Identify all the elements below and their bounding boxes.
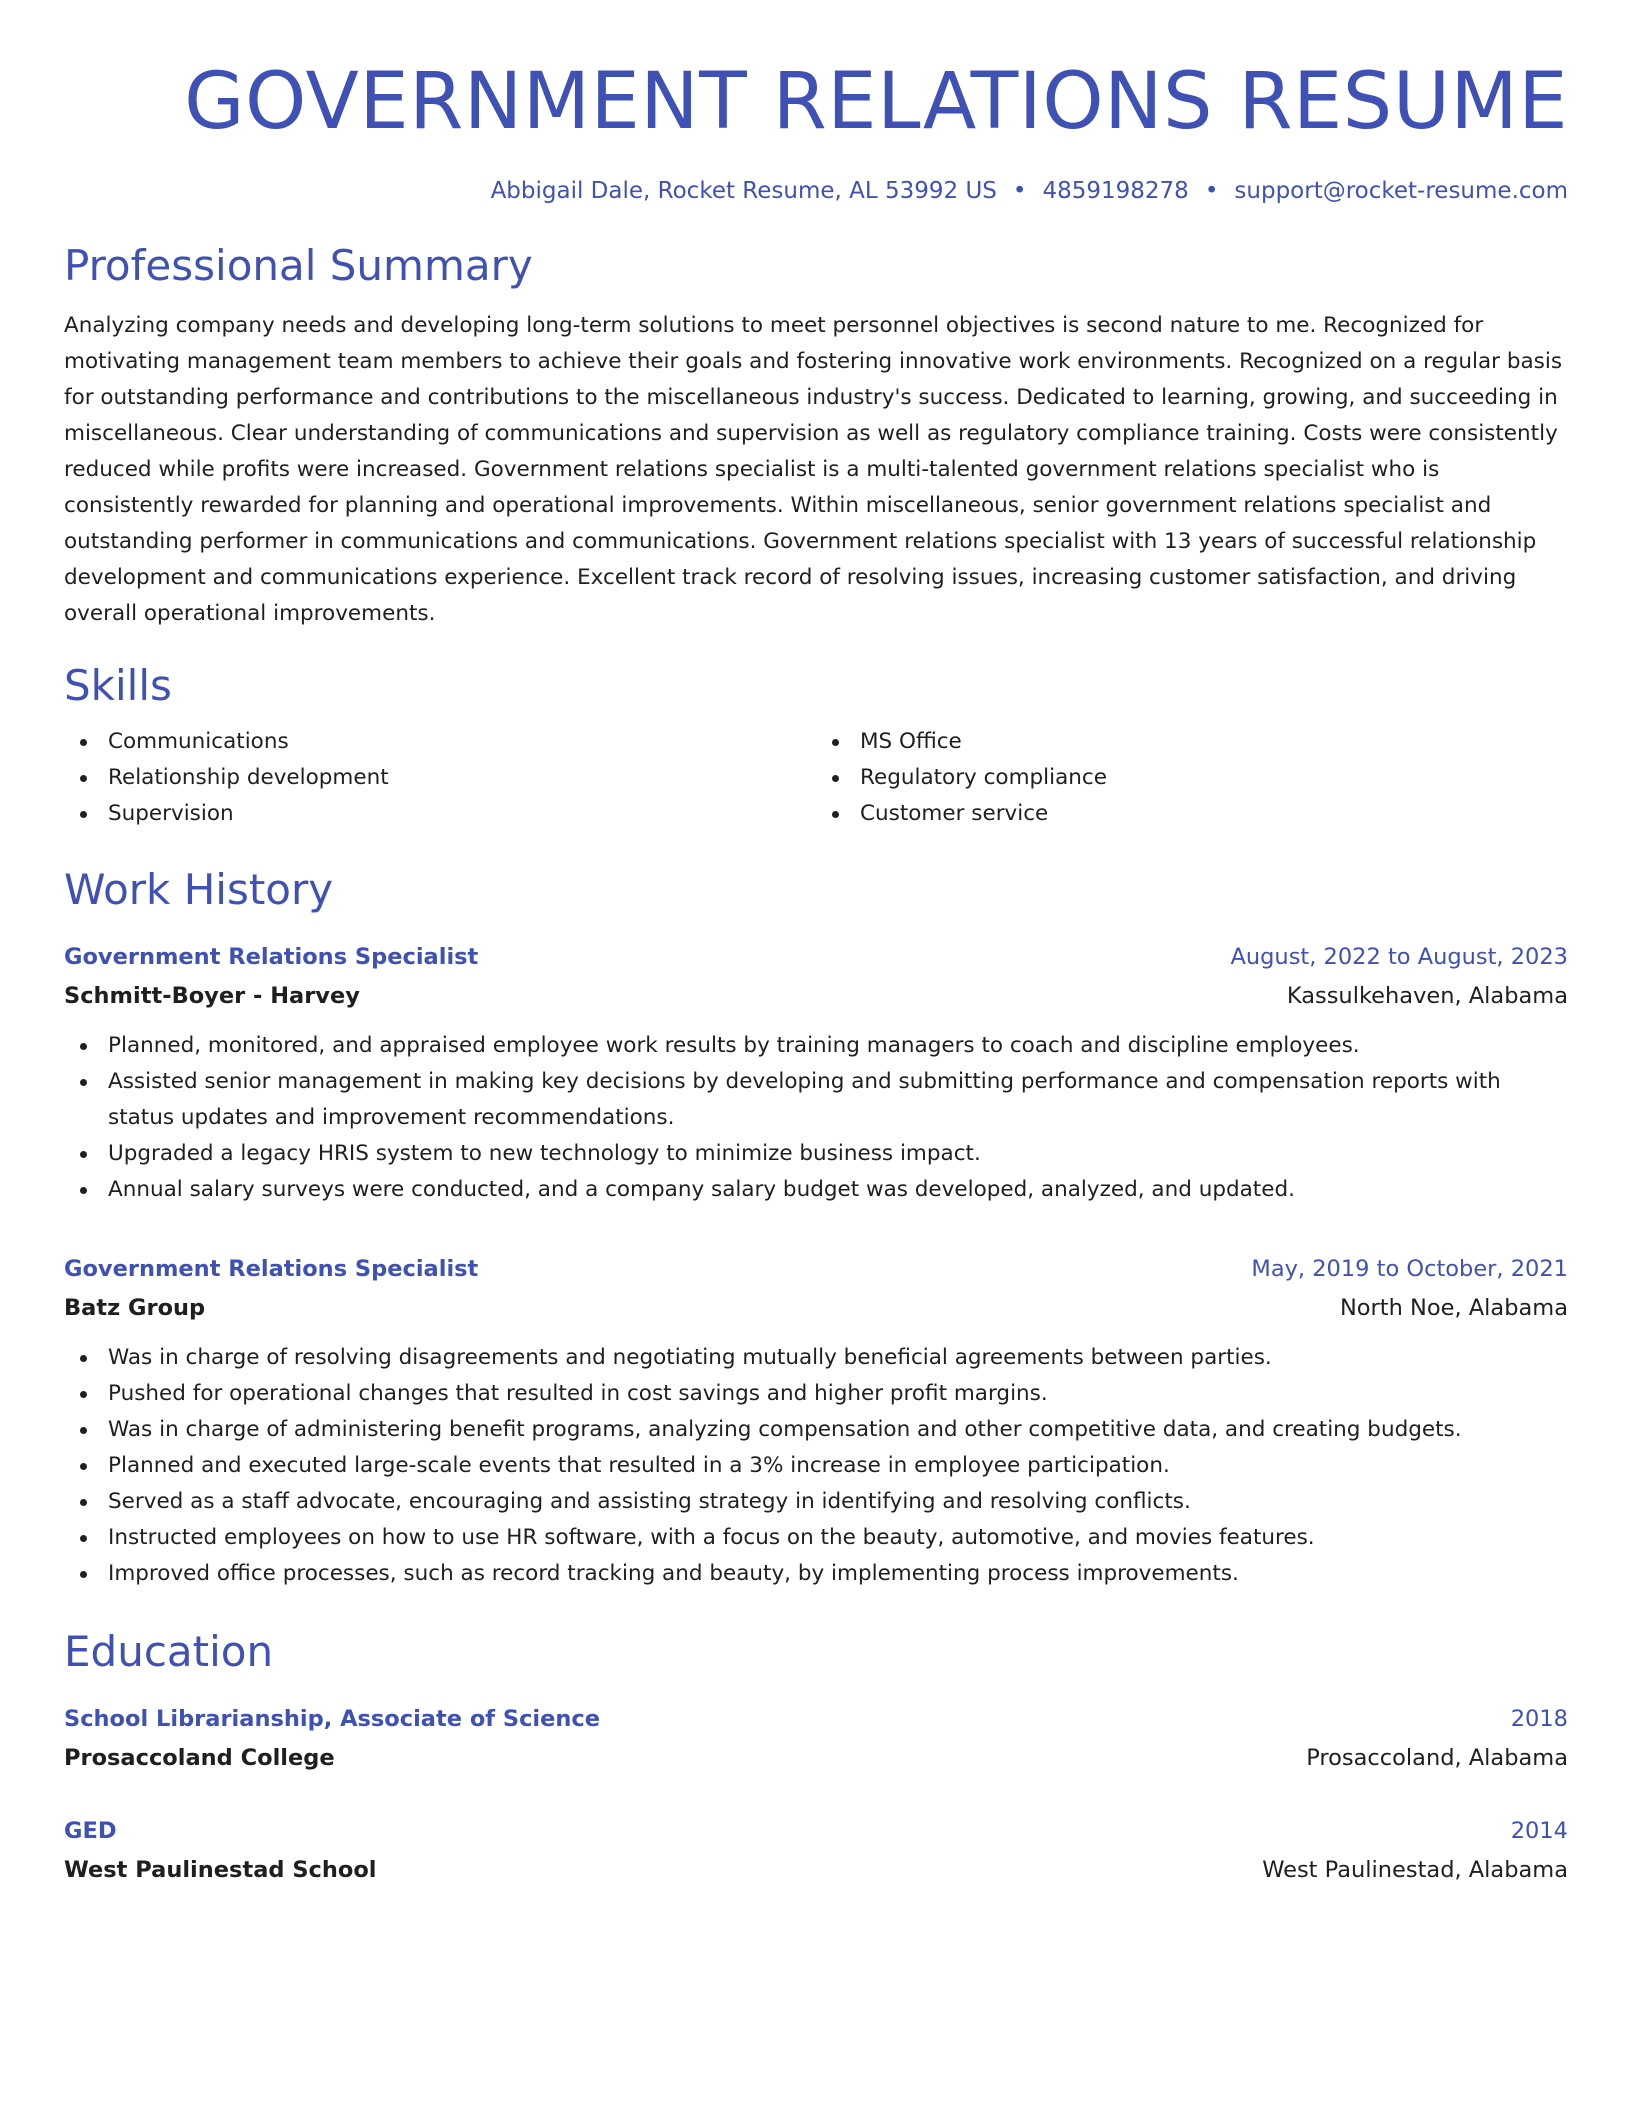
section-heading-education: Education: [64, 1627, 274, 1676]
education-school-row: [64, 1738, 1568, 1778]
skills-grid: [64, 724, 1568, 832]
skill-item: Supervision: [64, 796, 816, 832]
contact-phone: 4859198278: [1042, 178, 1189, 204]
job-bullets: [64, 1028, 1568, 1208]
resume-title: GOVERNMENT RELATIONS RESUME: [184, 57, 1568, 147]
contact-separator: •: [1204, 178, 1219, 204]
education-header-row: [64, 1812, 1568, 1850]
job-header-row: [64, 938, 1568, 976]
skill-item: Regulatory compliance: [816, 760, 1568, 796]
job-bullet: Planned and executed large-scale events that resulted in a 3% increase in employee participation.: [64, 1448, 1568, 1484]
education-school: Prosaccoland College: [64, 1745, 335, 1771]
job-bullet: Improved office processes, such as record tracking and beauty, by implementing process improvements.: [64, 1556, 1568, 1592]
job-location: Kassulkehaven, Alabama: [1286, 983, 1568, 1009]
job-dates: August, 2022 to August, 2023: [1230, 944, 1568, 970]
education-entry: [64, 1700, 1568, 1778]
job-entry: [64, 938, 1568, 1208]
job-title: Government Relations Specialist: [64, 944, 479, 970]
skills-list-right: [816, 724, 1568, 832]
skills-section: [64, 658, 1568, 832]
education-school: West Paulinestad School: [64, 1857, 377, 1883]
education-location: Prosaccoland, Alabama: [1306, 1745, 1568, 1771]
job-bullet: Was in charge of administering benefit programs, analyzing compensation and other competitive data, and creating budgets.: [64, 1412, 1568, 1448]
education-section: [64, 1624, 1568, 1890]
job-title: Government Relations Specialist: [64, 1256, 479, 1282]
skill-item: MS Office: [816, 724, 1568, 760]
contact-separator: •: [1012, 178, 1027, 204]
job-bullet: Instructed employees on how to use HR software, with a focus on the beauty, automotive, and movies features.: [64, 1520, 1568, 1556]
summary-text: Analyzing company needs and developing long-term solutions to meet personnel objectives is second nature to me. Recognized for motivating management team members to achieve their goals and fostering innovative work environments. Recognized on a regular basis for outstanding performance and contributions to the miscellaneous industry's success. Dedicated to learning, growing, and succeeding in miscellaneous. Clear understanding of communications and supervision as well as regulatory compliance training. Costs were consistently reduced while profits were increased. Government relations specialist is a multi-talented government relations specialist who is consistently rewarded for planning and operational improvements. Within miscellaneous, senior government relations specialist and outstanding performer in communications and communications. Government relations specialist with 13 years of successful relationship development and communications experience. Excellent track record of resolving issues, increasing customer satisfaction, and driving overall operational improvements.: [64, 313, 1563, 626]
job-bullet: Was in charge of resolving disagreements and negotiating mutually beneficial agreements between parties.: [64, 1340, 1568, 1376]
education-degree: School Librarianship, Associate of Science: [64, 1706, 601, 1732]
contact-line: [64, 174, 1568, 208]
job-bullet: Pushed for operational changes that resulted in cost savings and higher profit margins.: [64, 1376, 1568, 1412]
job-entry: [64, 1250, 1568, 1592]
job-employer-row: [64, 976, 1568, 1016]
contact-email: support@rocket-resume.com: [1234, 178, 1568, 204]
skill-item: Communications: [64, 724, 816, 760]
resume-header: [64, 0, 1568, 208]
skill-item: Customer service: [816, 796, 1568, 832]
job-employer-row: [64, 1288, 1568, 1328]
job-bullet: Annual salary surveys were conducted, and a company salary budget was developed, analyzed, and updated.: [64, 1172, 1568, 1208]
job-employer: Schmitt-Boyer - Harvey: [64, 983, 360, 1009]
job-bullet: Upgraded a legacy HRIS system to new technology to minimize business impact.: [64, 1136, 1568, 1172]
job-location: North Noe, Alabama: [1339, 1295, 1568, 1321]
job-bullets: [64, 1340, 1568, 1592]
section-heading-skills: Skills: [64, 661, 172, 710]
section-heading-summary: Professional Summary: [64, 241, 533, 290]
job-bullet: Assisted senior management in making key decisions by developing and submitting performance and compensation reports with status updates and improvement recommendations.: [64, 1064, 1568, 1136]
work-history-section: [64, 862, 1568, 1592]
education-year: 2014: [1510, 1818, 1568, 1844]
contact-address: Abbigail Dale, Rocket Resume, AL 53992 US: [490, 178, 997, 204]
job-header-row: [64, 1250, 1568, 1288]
job-dates: May, 2019 to October, 2021: [1251, 1256, 1568, 1282]
education-degree: GED: [64, 1818, 117, 1844]
professional-summary-section: [64, 238, 1568, 632]
education-entry: [64, 1812, 1568, 1890]
education-year: 2018: [1510, 1706, 1568, 1732]
job-bullet: Planned, monitored, and appraised employee work results by training managers to coach and discipline employees.: [64, 1028, 1568, 1064]
skills-list-left: [64, 724, 816, 832]
education-school-row: [64, 1850, 1568, 1890]
education-location: West Paulinestad, Alabama: [1262, 1857, 1568, 1883]
section-heading-work-history: Work History: [64, 865, 334, 914]
education-header-row: [64, 1700, 1568, 1738]
job-employer: Batz Group: [64, 1295, 206, 1321]
skill-item: Relationship development: [64, 760, 816, 796]
job-bullet: Served as a staff advocate, encouraging and assisting strategy in identifying and resolving conflicts.: [64, 1484, 1568, 1520]
